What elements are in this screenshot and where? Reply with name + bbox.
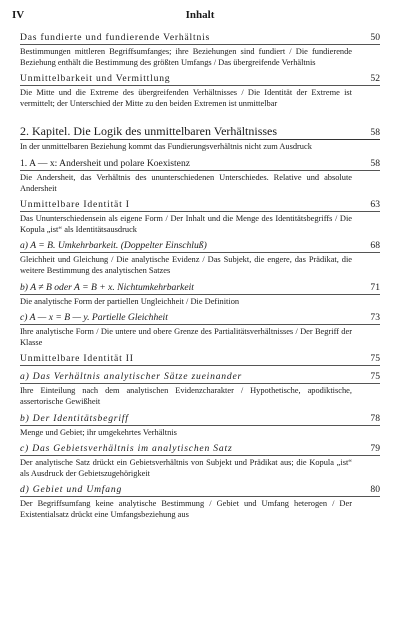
toc-entry — [20, 353, 380, 366]
entry-description: Die Mitte und die Extreme des übergreifenden Verhältnisses / Die Identität der Extreme ist vermittelt; der Unterschied der Mitte zu den beiden Extremen ist unmittelbar — [20, 88, 352, 108]
toc-entry — [20, 371, 380, 407]
page-number: IV — [12, 9, 25, 21]
toc-list — [20, 27, 380, 520]
entry-description: Die Andersheit, das Verhältnis des ununterschiedenen Unterschiedes. Relative und absolute Andersheit — [20, 172, 352, 193]
entry-page-number: 58 — [370, 157, 380, 169]
entry-page-number: 58 — [370, 127, 380, 139]
entry-page-number: 78 — [370, 412, 380, 424]
entry-page-number: 80 — [370, 484, 380, 496]
toc-entry — [20, 443, 380, 479]
toc-chapter-entry — [20, 124, 380, 153]
entry-title: Unmittelbare Identität I 63 — [20, 199, 380, 211]
entry-description: Ihre analytische Form / Die untere und obere Grenze des Partialitätsverhältnisses / Der Begriff der Klasse — [20, 327, 352, 347]
entry-title: a) Das Verhältnis analytischer Sätze zueinander 75 — [20, 371, 380, 383]
entry-page-number: 52 — [370, 73, 380, 85]
toc-entry — [20, 32, 380, 68]
running-title: Inhalt — [185, 9, 215, 21]
entry-title: b) Der Identitätsbegriff 78 — [20, 412, 380, 424]
entry-description: Der Begriffsumfang keine analytische Bestimmung / Gebiet und Umfang heterogen / Der Existentialsatz drückt eine Umfangsbeziehung aus — [20, 499, 352, 519]
entry-title: c) A — x = B — y. Partielle Gleichheit 73 — [20, 312, 380, 324]
page-header — [12, 9, 388, 23]
entry-page-number: 71 — [370, 281, 380, 293]
entry-title: b) A ≠ B oder A = B + x. Nichtumkehrbarkeit 71 — [20, 281, 380, 293]
entry-description: Ihre Einteilung nach dem analytischen Evidenzcharakter / Hypothetische, apodiktische, assertorische Gewißheit — [20, 386, 352, 406]
entry-page-number: 75 — [370, 353, 380, 365]
entry-title: Unmittelbare Identität II 75 — [20, 353, 380, 365]
toc-entry — [20, 413, 380, 439]
entry-title: Unmittelbarkeit und Vermittlung 52 — [20, 73, 380, 85]
entry-page-number: 63 — [370, 199, 380, 211]
entry-description: Der analytische Satz drückt ein Gebietsverhältnis von Subjekt und Prädikat aus; die Kopula „ist“ als Ausdruck der Gebietszugehörigkeit — [20, 458, 352, 478]
entry-description: Menge und Gebiet; ihr umgekehrtes Verhältnis — [20, 427, 177, 437]
entry-page-number: 50 — [370, 32, 380, 43]
entry-description: Die analytische Form der partiellen Ungleichheit / Die Definition — [20, 296, 240, 306]
toc-entry — [20, 240, 380, 276]
entry-title: d) Gebiet und Umfang 80 — [20, 484, 380, 496]
entry-title: c) Das Gebietsverhältnis im analytischen Satz 79 — [20, 443, 380, 455]
chapter-title: 2. Kapitel. Die Logik des unmittelbaren Verhältnisses 58 — [20, 124, 380, 139]
entry-description: In der unmittelbaren Beziehung kommt das Fundierungsverhältnis nicht zum Ausdruck — [20, 142, 312, 152]
toc-entry — [20, 199, 380, 235]
entry-description: Das Ununterschiedensein als eigene Form / Der Inhalt und die Menge des Identitätsbegriffs / Die Kopula „ist“ als Identitätsausdruck — [20, 214, 352, 234]
toc-entry — [20, 312, 380, 348]
entry-page-number: 73 — [370, 312, 380, 324]
entry-description: Gleichheit und Gleichung / Die analytische Evidenz / Das Subjekt, die engere, das Prädikat, die weitere Bestimmung des analytischen Satzes — [20, 255, 352, 275]
entry-page-number: 79 — [370, 443, 380, 455]
toc-entry — [20, 282, 380, 308]
toc-entry — [20, 484, 380, 520]
toc-entry — [20, 73, 380, 109]
entry-page-number: 75 — [370, 371, 380, 383]
entry-page-number: 68 — [370, 240, 380, 252]
entry-title: a) A = B. Umkehrbarkeit. (Doppelter Einschluß) 68 — [20, 240, 380, 252]
entry-description: Bestimmungen mittleren Begriffsumfanges; ihre Beziehungen sind fundiert / Die fundierende Beziehung enthält die Bestimmung des größten Umfangs / Das übergreifende Verhältnis — [20, 47, 352, 67]
toc-entry — [20, 158, 380, 194]
entry-title: 1. A — x: Andersheit und polare Koexistenz 58 — [20, 157, 380, 169]
entry-title: Das fundierte und fundierende Verhältnis 50 — [20, 32, 380, 43]
